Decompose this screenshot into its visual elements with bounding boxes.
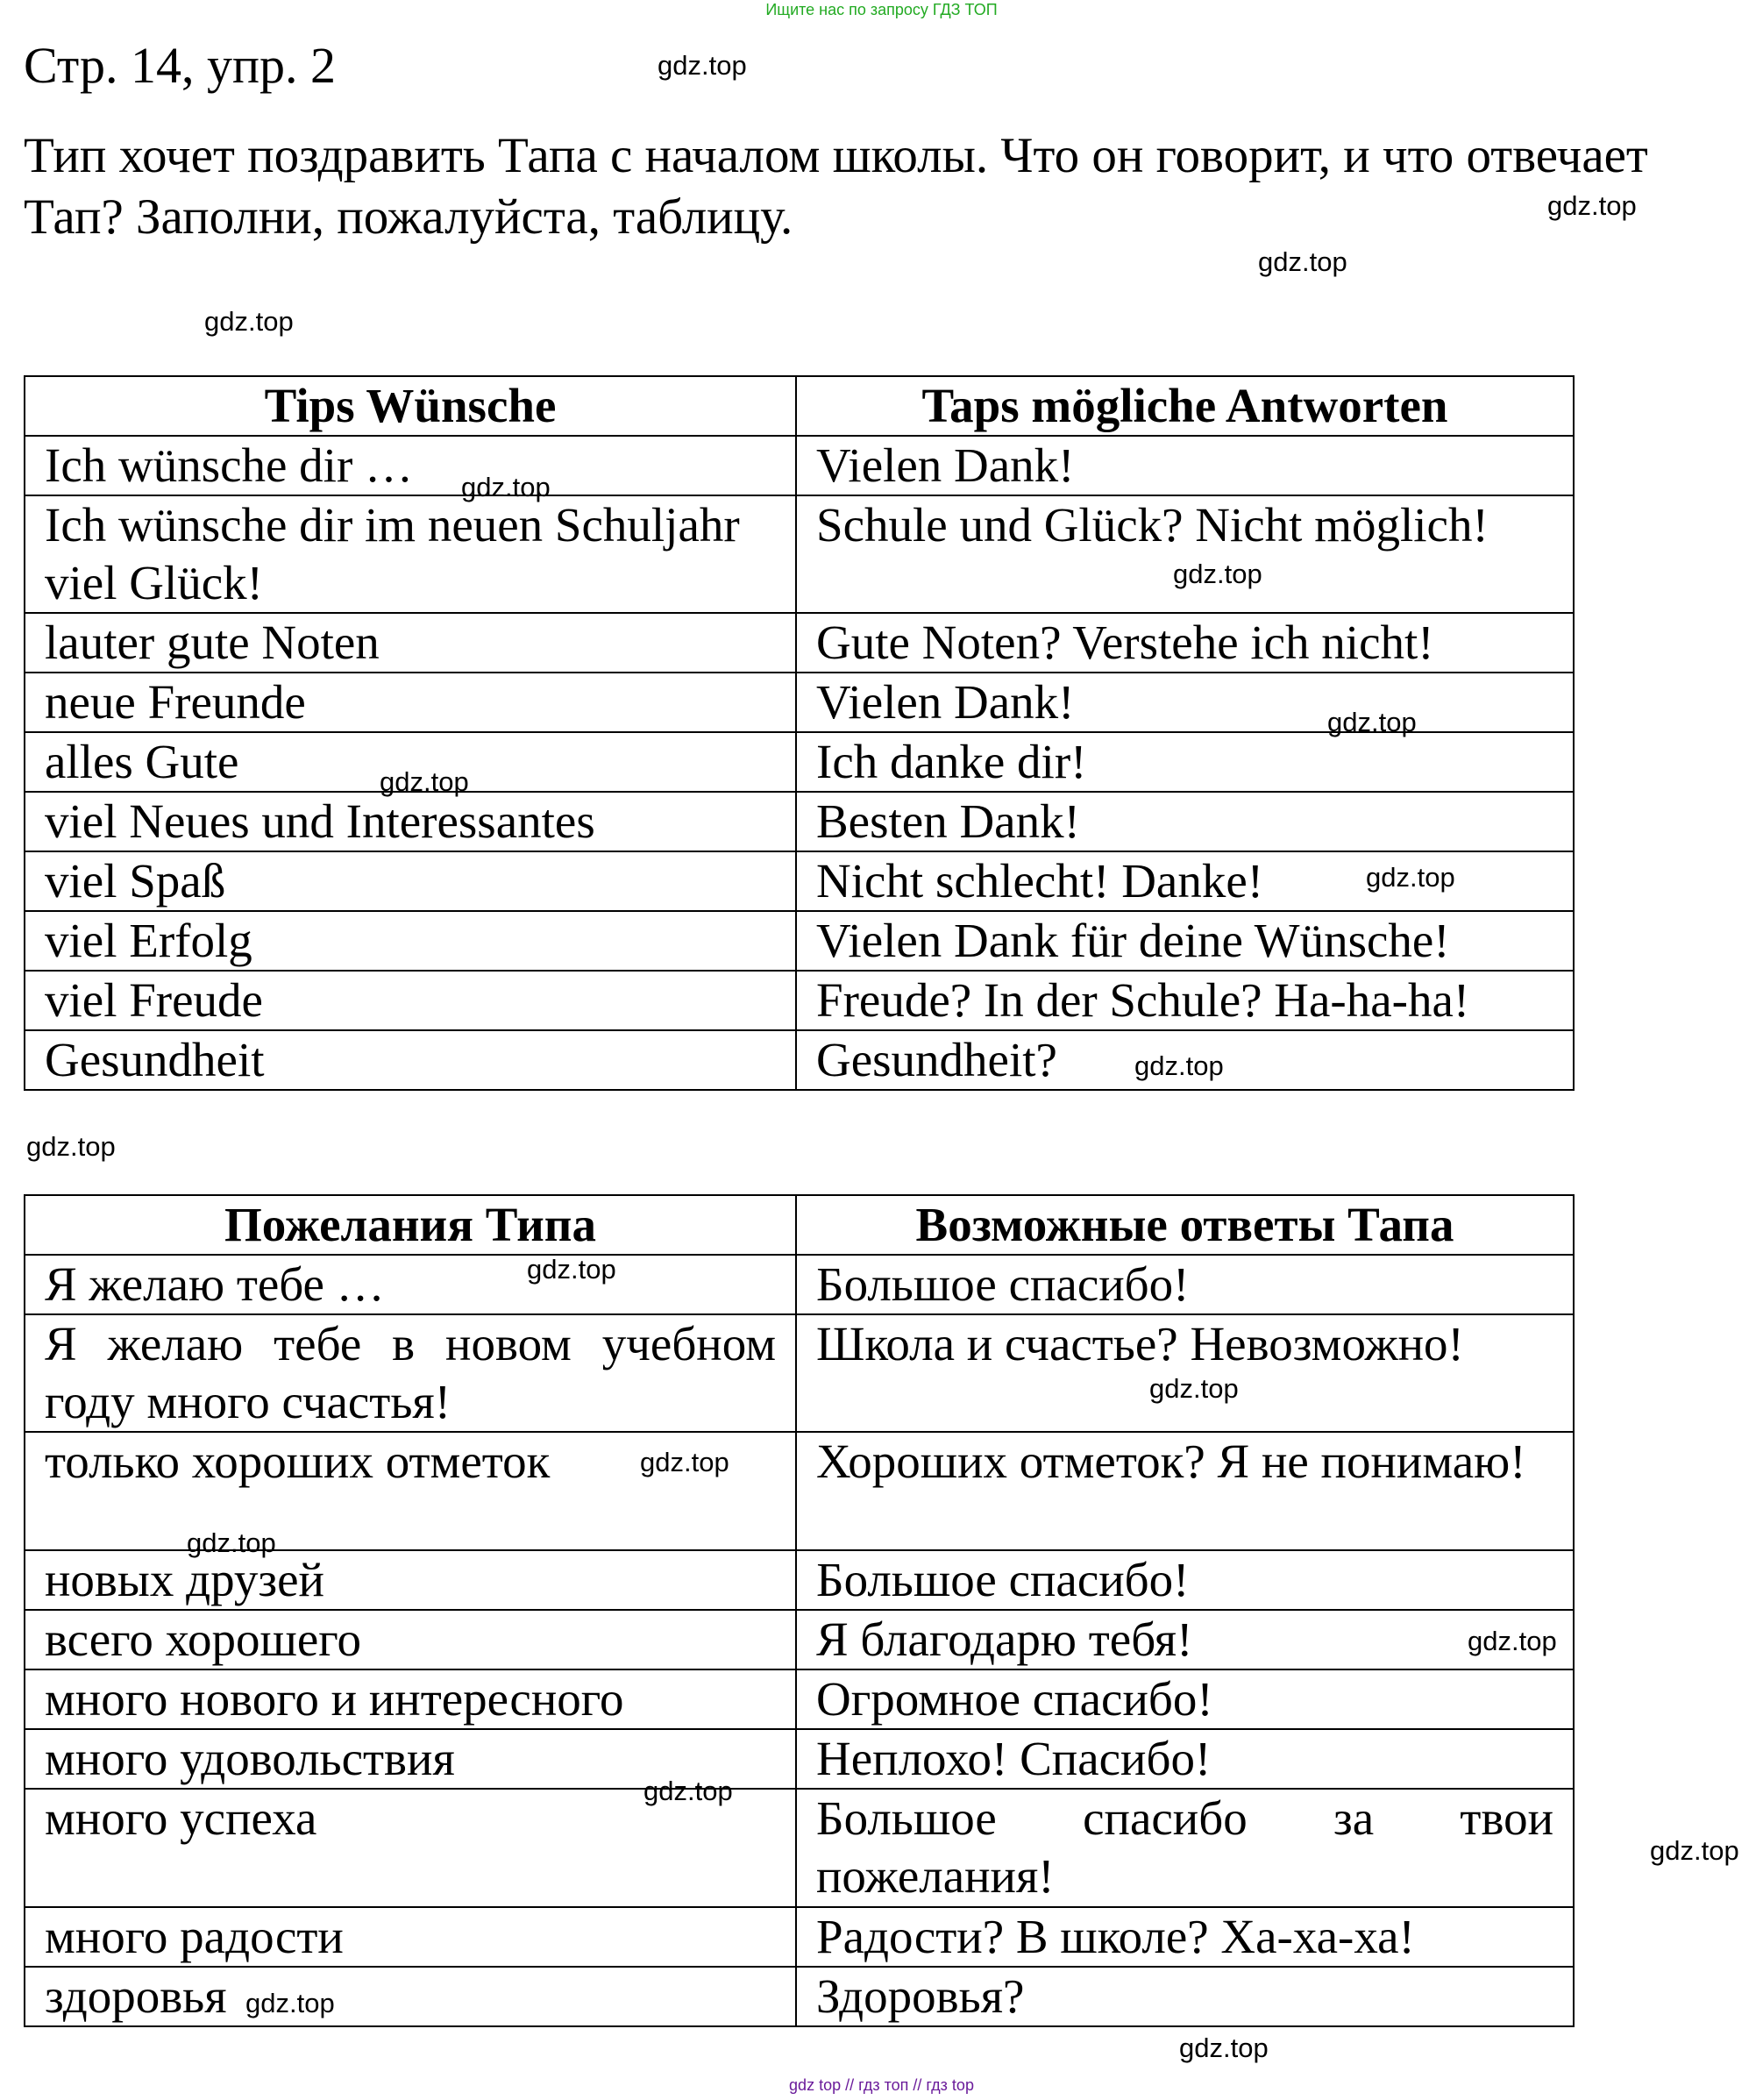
answer-cell: Школа и счастье? Невозможно!	[796, 1314, 1574, 1432]
answer-cell: Nicht schlecht! Danke!	[796, 851, 1574, 911]
answer-cell: Vielen Dank!	[796, 673, 1574, 732]
watermark: gdz.top	[204, 306, 294, 337]
column-header-wishes: Tips Wünsche	[25, 376, 796, 436]
watermark: gdz.top	[1650, 1835, 1739, 1866]
answer-cell: Большое спасибо за твои пожелания!	[796, 1789, 1574, 1907]
answer-cell: Besten Dank!	[796, 792, 1574, 851]
wish-cell: viel Erfolg	[25, 911, 796, 971]
answer-cell: Schule und Glück? Nicht möglich!	[796, 495, 1574, 613]
watermark: gdz.top	[1173, 559, 1262, 589]
table-row	[25, 971, 1574, 1030]
watermark: gdz.top	[1547, 190, 1637, 221]
top-banner[interactable]: Ищите нас по запросу ГДЗ ТОП	[765, 1, 998, 18]
watermark: gdz.top	[640, 1447, 729, 1477]
watermark: gdz.top	[1327, 707, 1417, 737]
column-header-wishes: Пожелания Типа	[25, 1195, 796, 1255]
wish-cell: только хороших отметок	[25, 1432, 796, 1550]
wish-cell: много нового и интересного	[25, 1669, 796, 1729]
wish-cell: здоровья	[25, 1967, 796, 2026]
wish-cell: alles Gute	[25, 732, 796, 792]
answer-cell: Gute Noten? Verstehe ich nicht!	[796, 613, 1574, 673]
task-line-2: Тап? Заполни, пожалуйста, таблицу.	[24, 189, 793, 245]
answer-cell: Хороших отметок? Я не понимаю!	[796, 1432, 1574, 1550]
answer-cell: Большое спасибо!	[796, 1550, 1574, 1610]
table-row	[25, 732, 1574, 792]
watermark: gdz.top	[658, 50, 747, 81]
wish-cell: neue Freunde	[25, 673, 796, 732]
watermark: gdz.top	[380, 766, 469, 797]
watermark: gdz.top	[1258, 246, 1347, 277]
task-text	[24, 125, 1742, 248]
wish-cell: новых друзей	[25, 1550, 796, 1610]
answer-cell: Vielen Dank!	[796, 436, 1574, 495]
table-row	[25, 1729, 1574, 1789]
watermark: gdz.top	[1149, 1373, 1239, 1404]
table-row	[25, 613, 1574, 673]
watermark: gdz.top	[1134, 1050, 1224, 1081]
wish-cell: lauter gute Noten	[25, 613, 796, 673]
table-row	[25, 1314, 1574, 1432]
table-row	[25, 1789, 1574, 1907]
wish-cell: Я желаю тебе в новом учебном году много счастья!	[25, 1314, 796, 1432]
table-row	[25, 436, 1574, 495]
answer-cell: Радости? В школе? Ха-ха-ха!	[796, 1907, 1574, 1967]
column-header-answers: Возможные ответы Тапа	[796, 1195, 1574, 1255]
answer-cell: Gesundheit?	[796, 1030, 1574, 1090]
page-title: Стр. 14, упр. 2	[24, 37, 337, 94]
wish-cell: viel Spaß	[25, 851, 796, 911]
table-row	[25, 495, 1574, 613]
answer-cell: Неплохо! Спасибо!	[796, 1729, 1574, 1789]
table-row	[25, 1255, 1574, 1314]
watermark: gdz.top	[245, 1988, 335, 2018]
wish-cell: много успеха	[25, 1789, 796, 1907]
answer-cell: Freude? In der Schule? Ha-ha-ha!	[796, 971, 1574, 1030]
task-line-1: Тип хочет поздравить Тапа с началом школы. Что он говорит, и что отвечает	[24, 128, 1648, 183]
answer-cell: Огромное спасибо!	[796, 1669, 1574, 1729]
wish-cell: много радости	[25, 1907, 796, 1967]
footer-links[interactable]: gdz top // гдз топ // гдз top	[789, 2076, 974, 2094]
table-row	[25, 1030, 1574, 1090]
table-row	[25, 792, 1574, 851]
table-row	[25, 1550, 1574, 1610]
wish-cell: много удовольствия	[25, 1729, 796, 1789]
watermark: gdz.top	[461, 472, 551, 502]
watermark: gdz.top	[187, 1527, 276, 1558]
table-row	[25, 1907, 1574, 1967]
wish-cell: Я желаю тебе …	[25, 1255, 796, 1314]
wish-cell: всего хорошего	[25, 1610, 796, 1669]
watermark: gdz.top	[1468, 1626, 1557, 1656]
table-row	[25, 851, 1574, 911]
table-header-row	[25, 1195, 1574, 1255]
watermark: gdz.top	[26, 1131, 116, 1162]
watermark: gdz.top	[643, 1776, 733, 1806]
wish-cell: Gesundheit	[25, 1030, 796, 1090]
watermark: gdz.top	[1179, 2032, 1269, 2063]
table-row	[25, 1669, 1574, 1729]
column-header-answers: Taps mögliche Antworten	[796, 376, 1574, 436]
answer-cell: Ich danke dir!	[796, 732, 1574, 792]
wish-cell: Ich wünsche dir …	[25, 436, 796, 495]
table-row	[25, 911, 1574, 971]
table-header-row	[25, 376, 1574, 436]
russian-table	[24, 1194, 1575, 2027]
answer-cell: Здоровья?	[796, 1967, 1574, 2026]
answer-cell: Я благодарю тебя!	[796, 1610, 1574, 1669]
watermark: gdz.top	[527, 1254, 616, 1285]
answer-cell: Большое спасибо!	[796, 1255, 1574, 1314]
answer-cell: Vielen Dank für deine Wünsche!	[796, 911, 1574, 971]
wish-cell: Ich wünsche dir im neuen Schuljahr viel Glück!	[25, 495, 796, 613]
wish-cell: viel Freude	[25, 971, 796, 1030]
wish-cell: viel Neues und Interessantes	[25, 792, 796, 851]
watermark: gdz.top	[1366, 862, 1455, 893]
table-row	[25, 1610, 1574, 1669]
